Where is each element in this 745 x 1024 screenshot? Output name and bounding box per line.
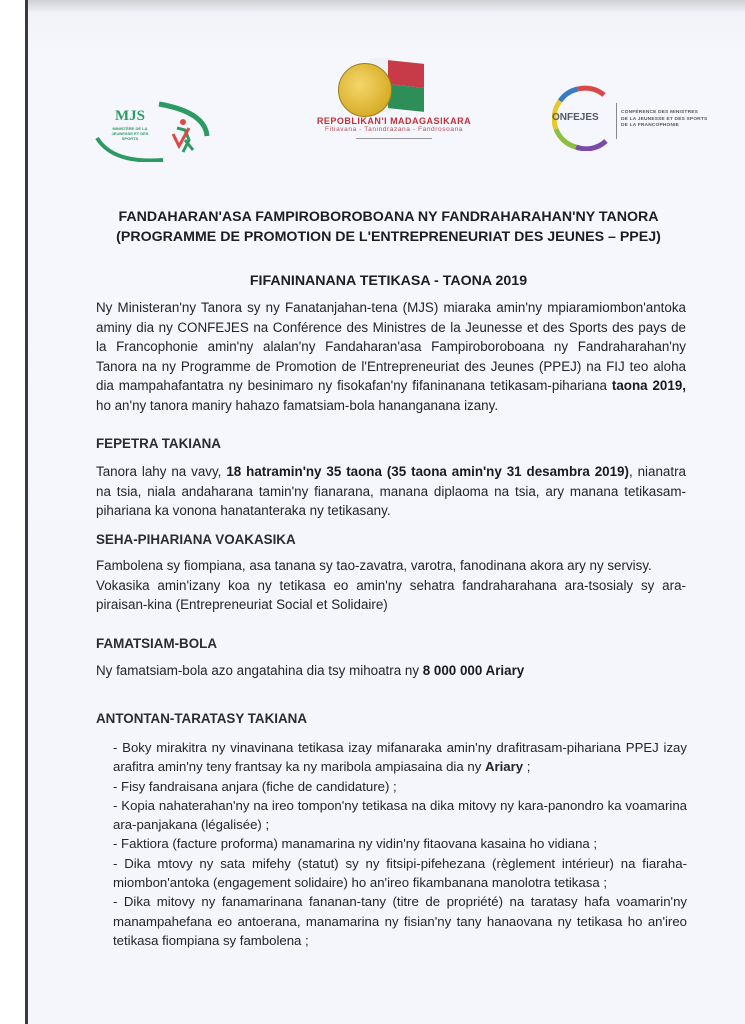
section-heading-famatsiam: FAMATSIAM-BOLA xyxy=(96,636,217,651)
bold-text: taona 2019, xyxy=(611,378,686,393)
confejes-line: CONFÉRENCE DES MINISTRES xyxy=(621,110,699,115)
scan-edge-bar xyxy=(25,0,28,1024)
flag-green-stripe xyxy=(388,84,424,112)
fepetra-paragraph xyxy=(96,462,686,521)
bold-text: Ariary xyxy=(484,759,524,775)
text: ho an'ny tanora maniry hahazo famatsiam-bola hananganana izany. xyxy=(96,397,499,413)
list-item: - Dika mitovy ny fanamarinana fananan-tany (titre de propriété) na taratasy hafa voamarin'ny manampahefana eo antoerana, manamarina ny fisian'ny tany hanaovana ny tetikasa ho an'ireo tetikasa fiompiana sy fambolena ; xyxy=(113,894,687,948)
list-item: - Dika mtovy ny sata mifehy (statut) sy ny fitsipi-pifehezana (règlement intérieur) na fiaraha-miombon'antoka (engagement solidaire) ho an'ireo fikambanana manolotra tetikasa ; xyxy=(113,855,687,891)
mjs-abbr: MJS xyxy=(115,108,145,124)
confejes-abbr: ONFEJES xyxy=(552,112,599,123)
text: Ny Ministeran'ny Tanora sy ny Fanatanjahan-tena (MJS) miaraka amin'ny mpiaramiombon'antoka aminy dia ny CONFEJES na Conférence des Ministres de la Jeunesse et des Sports des pays de la Francophonie amin'ny alalan'ny Fandaharan'asa Fampiroboroboana ny Fandraharahan'ny Tanora na ny Programme de Promotion de l'Entrepreneuriat des Jeunes (PPEJ) na FIJ teo aloha dia mampahafantatra ny besinimaro ny fisokafan'ny fifaninanana tetikasam-pihariana xyxy=(96,300,686,393)
text: ; xyxy=(523,759,531,775)
required-documents-list xyxy=(113,738,687,950)
confejes-fullname xyxy=(621,110,707,130)
list-item: - Faktiora (facture proforma) manamarina ny vidin'ny fitaovana kasaina ho vidiana ; xyxy=(113,836,598,852)
document-title xyxy=(96,207,681,247)
section-heading-fepetra: FEPETRA TAKIANA xyxy=(96,436,221,451)
list-item xyxy=(113,738,687,777)
text: Fambolena sy fiompiana, asa tanana sy tao-zavatra, varotra, fanodinana akora ary ny servisy. xyxy=(96,558,652,573)
intro-paragraph xyxy=(96,298,686,415)
republic-name: REPOBLIKAN'I MADAGASIKARA xyxy=(316,116,472,126)
confejes-logo xyxy=(550,85,720,157)
divider xyxy=(616,103,617,139)
republic-motto: Fitiavana - Tanindrazana - Fandrosoana xyxy=(325,126,463,133)
republic-logo xyxy=(296,50,492,140)
text: , nianatra na tsia, niala andaharana tamin'ny fianarana, manana diplaoma na tsia, ary manana tetikasam-pihariana ka vonona hanatanteraka ny tetikasany. xyxy=(96,464,686,518)
bold-text: 18 hatramin'ny 35 taona (35 taona amin'ny 31 desambra 2019) xyxy=(226,464,629,479)
section-heading-seha: SEHA-PIHARIANA VOAKASIKA xyxy=(96,532,296,547)
national-seal-icon xyxy=(338,63,392,117)
divider xyxy=(356,138,432,139)
confejes-line: DE LA FRANCOPHONIE xyxy=(621,123,680,128)
list-item: - Kopia nahaterahan'ny na ireo tompon'ny tetikasa na dika mitovy ny kara-panondro ka voamarina ara-panjakana (légalisée) ; xyxy=(113,797,687,833)
bold-text: 8 000 000 Ariary xyxy=(422,663,525,678)
mjs-logo xyxy=(93,100,213,162)
scan-margin xyxy=(0,0,26,1024)
text: - Boky mirakitra ny vinavinana tetikasa izay mifanaraka amin'ny drafitrasam-pihariana PPEJ izay arafitra amin'ny teny frantsay ka ny maribola ampiasaina dia ny xyxy=(113,740,687,775)
mjs-subtitle: MINISTÈRE DE LA JEUNESSE ET DES SPORTS xyxy=(111,126,149,141)
text: Ny famatsiam-bola azo angatahina dia tsy mihoatra ny xyxy=(96,663,423,678)
title-line: (PROGRAMME DE PROMOTION DE L'ENTREPRENEURIAT DES JEUNES – PPEJ) xyxy=(116,229,661,245)
text: Vokasika amin'izany koa ny tetikasa eo amin'ny sehatra fandraharahana ara-tsosialy sy ara-piraisan-kina (Entrepreneuriat Social et Solidaire) xyxy=(96,577,686,612)
confejes-line: DE LA JEUNESSE ET DES SPORTS xyxy=(621,116,708,122)
section-heading-antontan: ANTONTAN-TARATASY TAKIANA xyxy=(96,711,308,726)
document-subtitle: FIFANINANANA TETIKASA - TAONA 2019 xyxy=(249,273,528,289)
title-line: FANDAHARAN'ASA FAMPIROBOROBOANA NY FANDRAHARAHAN'NY TANORA xyxy=(118,209,659,225)
list-item: - Fisy fandraisana anjara (fiche de candidature) ; xyxy=(113,778,397,794)
text: Tanora lahy na vavy, xyxy=(96,464,227,479)
famatsiam-paragraph xyxy=(96,661,686,681)
seha-paragraph xyxy=(96,556,686,615)
scan-shadow xyxy=(28,0,745,14)
